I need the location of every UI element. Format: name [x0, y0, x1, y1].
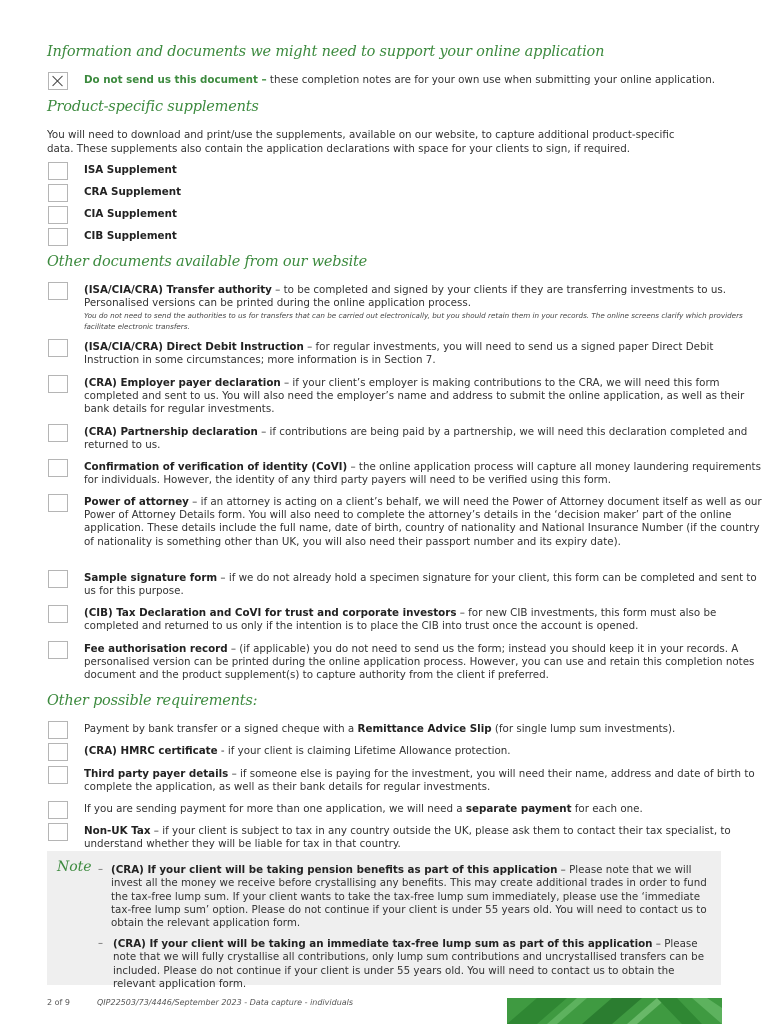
checkbox[interactable]: [48, 570, 68, 588]
section-title-other-documents: Other documents available from our website: [47, 254, 368, 270]
checkbox[interactable]: [48, 184, 68, 202]
section-title-information: Information and documents we might need to support your online application: [47, 44, 605, 60]
checkbox[interactable]: [48, 339, 68, 357]
note-label: Note: [57, 859, 92, 875]
checked-checkbox[interactable]: [48, 72, 68, 90]
note-dash: –: [98, 864, 103, 875]
note-item-immediate-lump-sum: (CRA) If your client will be taking an immediate tax-free lump sum as part of this application – Please note that we will fully crystallise all contributions, only lump sum contributions and uncrystallised transfers can be included. Please do not continue if your client is under 55 years old. You will need to contact us to obtain the relevant application form.: [113, 938, 705, 990]
brand-pattern: [507, 998, 722, 1024]
section-title-other-requirements: Other possible requirements:: [47, 693, 258, 709]
checkbox[interactable]: [48, 282, 68, 300]
checkbox[interactable]: [48, 801, 68, 819]
checkbox[interactable]: [48, 162, 68, 180]
document-reference: QIP22503/73/4446/September 2023 - Data capture - individuals: [97, 998, 354, 1007]
checkbox[interactable]: [48, 605, 68, 623]
checkbox[interactable]: [48, 206, 68, 224]
checkbox[interactable]: [48, 641, 68, 659]
document-page: Information and documents we might need to support your online application Do not send us this document – these completion notes are for your own use when submitting your online application. Product-specific supplements You will need to download and print/use the supplements, available on our website, to capture additional product-specific data. These supplements also contain the application declarations with space for your clients to sign, if required. ISA Supplement CRA Supplement CIA Supplement CIB Supplement Other documents available from our website (ISA/CIA/CRA) Transfer authority – to be completed and signed by your clients if they are transferring investments to us. Personalised versions can be printed during the online application process. You do not need to send the authorities to us for transfers that can be carried out electronically, but you should retain them in your records. The online screens clarify which providers facilitate electronic transfers. (ISA/CIA/CRA) Direct Debit Instruction – for regular investments, you will need to send us a signed paper Direct Debit Instruction in some circumstances; more information is in Section 7. (CRA) Employer payer declaration – if your client’s employer is making contributions to the CRA, we will need this form completed and sent to us. You will also need the employer’s name and address to submit the online application, as well as their bank details for regular investments. (CRA) Partnership declaration – if contributions are being paid by a partnership, we will need this declaration completed and returned to us. Confirmation of verification of identity (CoVI) – the online application process will capture all money laundering requirements for individuals. However, the identity of any third party payers will need to be verified using this form. Power of attorney – if an attorney is acting on a client’s behalf, we will need the Power of Attorney document itself as well as our Power of Attorney Details form. You will also need to complete the attorney’s details in the ‘decision maker’ part of the online application. These details include the full name, date of birth, country of nationality and National Insurance Number (if the country of nationality is something other than UK, you will also need their passport number and its expiry date). Sample signature form – if we do not already hold a specimen signature for your client, this form can be completed and sent to us for this purpose. (CIB) Tax Declaration and CoVI for trust and corporate investors – for new CIB investments, this form must also be completed and returned to us only if the intention is to place the CIB into trust once the account is opened. Fee authorisation record – (if applicable) you do not need to send us the form; instead you should keep it in your records. A personalised version can be printed during the online application process. However, you can use and retain this completion notes document and the product supplement(s) to capture authority from the client if preferred. Other possible requirements: Payment by bank transfer or a signed cheque with a Remittance Advice Slip (for single lump sum investments). (CRA) HMRC certificate - if your client is claiming Lifetime Allowance protection. Third party payer details – if someone else is paying for the investment, you will need their name, address and date of birth to complete the application, as well as their bank details for regular investments. If you are sending payment for more than one application, we will need a separate payment for each one. Non-UK Tax – if your client is subject to tax in any country outside the UK, please ask them to contact their tax specialist, to understand whether they will be liable for tax in that country. Note – (CRA) If your client will be taking pension benefits as part of this application – Please note that we will invest all the money we receive before crystallising any benefits. This may create additional trades in order to fund the tax-free lump sum. If your client wants to take the tax-free lump sum immediately, please use the ‘immediate tax-free lump sum’ option. Please do not continue if your client is under 55 years old. You will need to contact us to obtain the relevant application form. – (CRA) If your client will be taking an immediate tax-free lump sum as part of this application – Please note that we will fully crystallise all contributions, only lump sum contributions and uncrystallised transfers can be included. Please do not continue if your client is under 55 years old. You will need to contact us to obtain the relevant application form. 2 of 9 QIP22503/73/4446/September 2023 - Data capture - individuals: [0, 0, 770, 1024]
note-item-pension-benefits: (CRA) If your client will be taking pension benefits as part of this application – Please note that we will invest all the money we receive before crystallising any benefits. This may create additional trades in order to fund the tax-free lump sum. If your client wants to take the tax-free lump sum immediately, please use the ‘immediate tax-free lump sum’ option. Please do not continue if your client is under 55 years old. You will need to contact us to obtain the relevant application form.: [111, 864, 707, 930]
checkbox[interactable]: [48, 459, 68, 477]
checkbox[interactable]: [48, 375, 68, 393]
brand-pattern-graphic: [507, 998, 722, 1024]
do-not-send-text: Do not send us this document – these completion notes are for your own use when submitting your online application.: [84, 74, 715, 86]
checkbox[interactable]: [48, 823, 68, 841]
checkbox[interactable]: [48, 424, 68, 442]
checkbox[interactable]: [48, 494, 68, 512]
checkbox[interactable]: [48, 766, 68, 784]
checkbox[interactable]: [48, 228, 68, 246]
page-number: 2 of 9: [47, 998, 70, 1007]
supplements-intro: You will need to download and print/use the supplements, available on our website, to capture additional product-specific data. These supplements also contain the application declarations with space for your clients to sign, if required.: [47, 129, 675, 155]
checkbox[interactable]: [48, 721, 68, 739]
section-title-supplements: Product-specific supplements: [47, 99, 259, 115]
note-dash: –: [98, 938, 103, 949]
checkbox[interactable]: [48, 743, 68, 761]
